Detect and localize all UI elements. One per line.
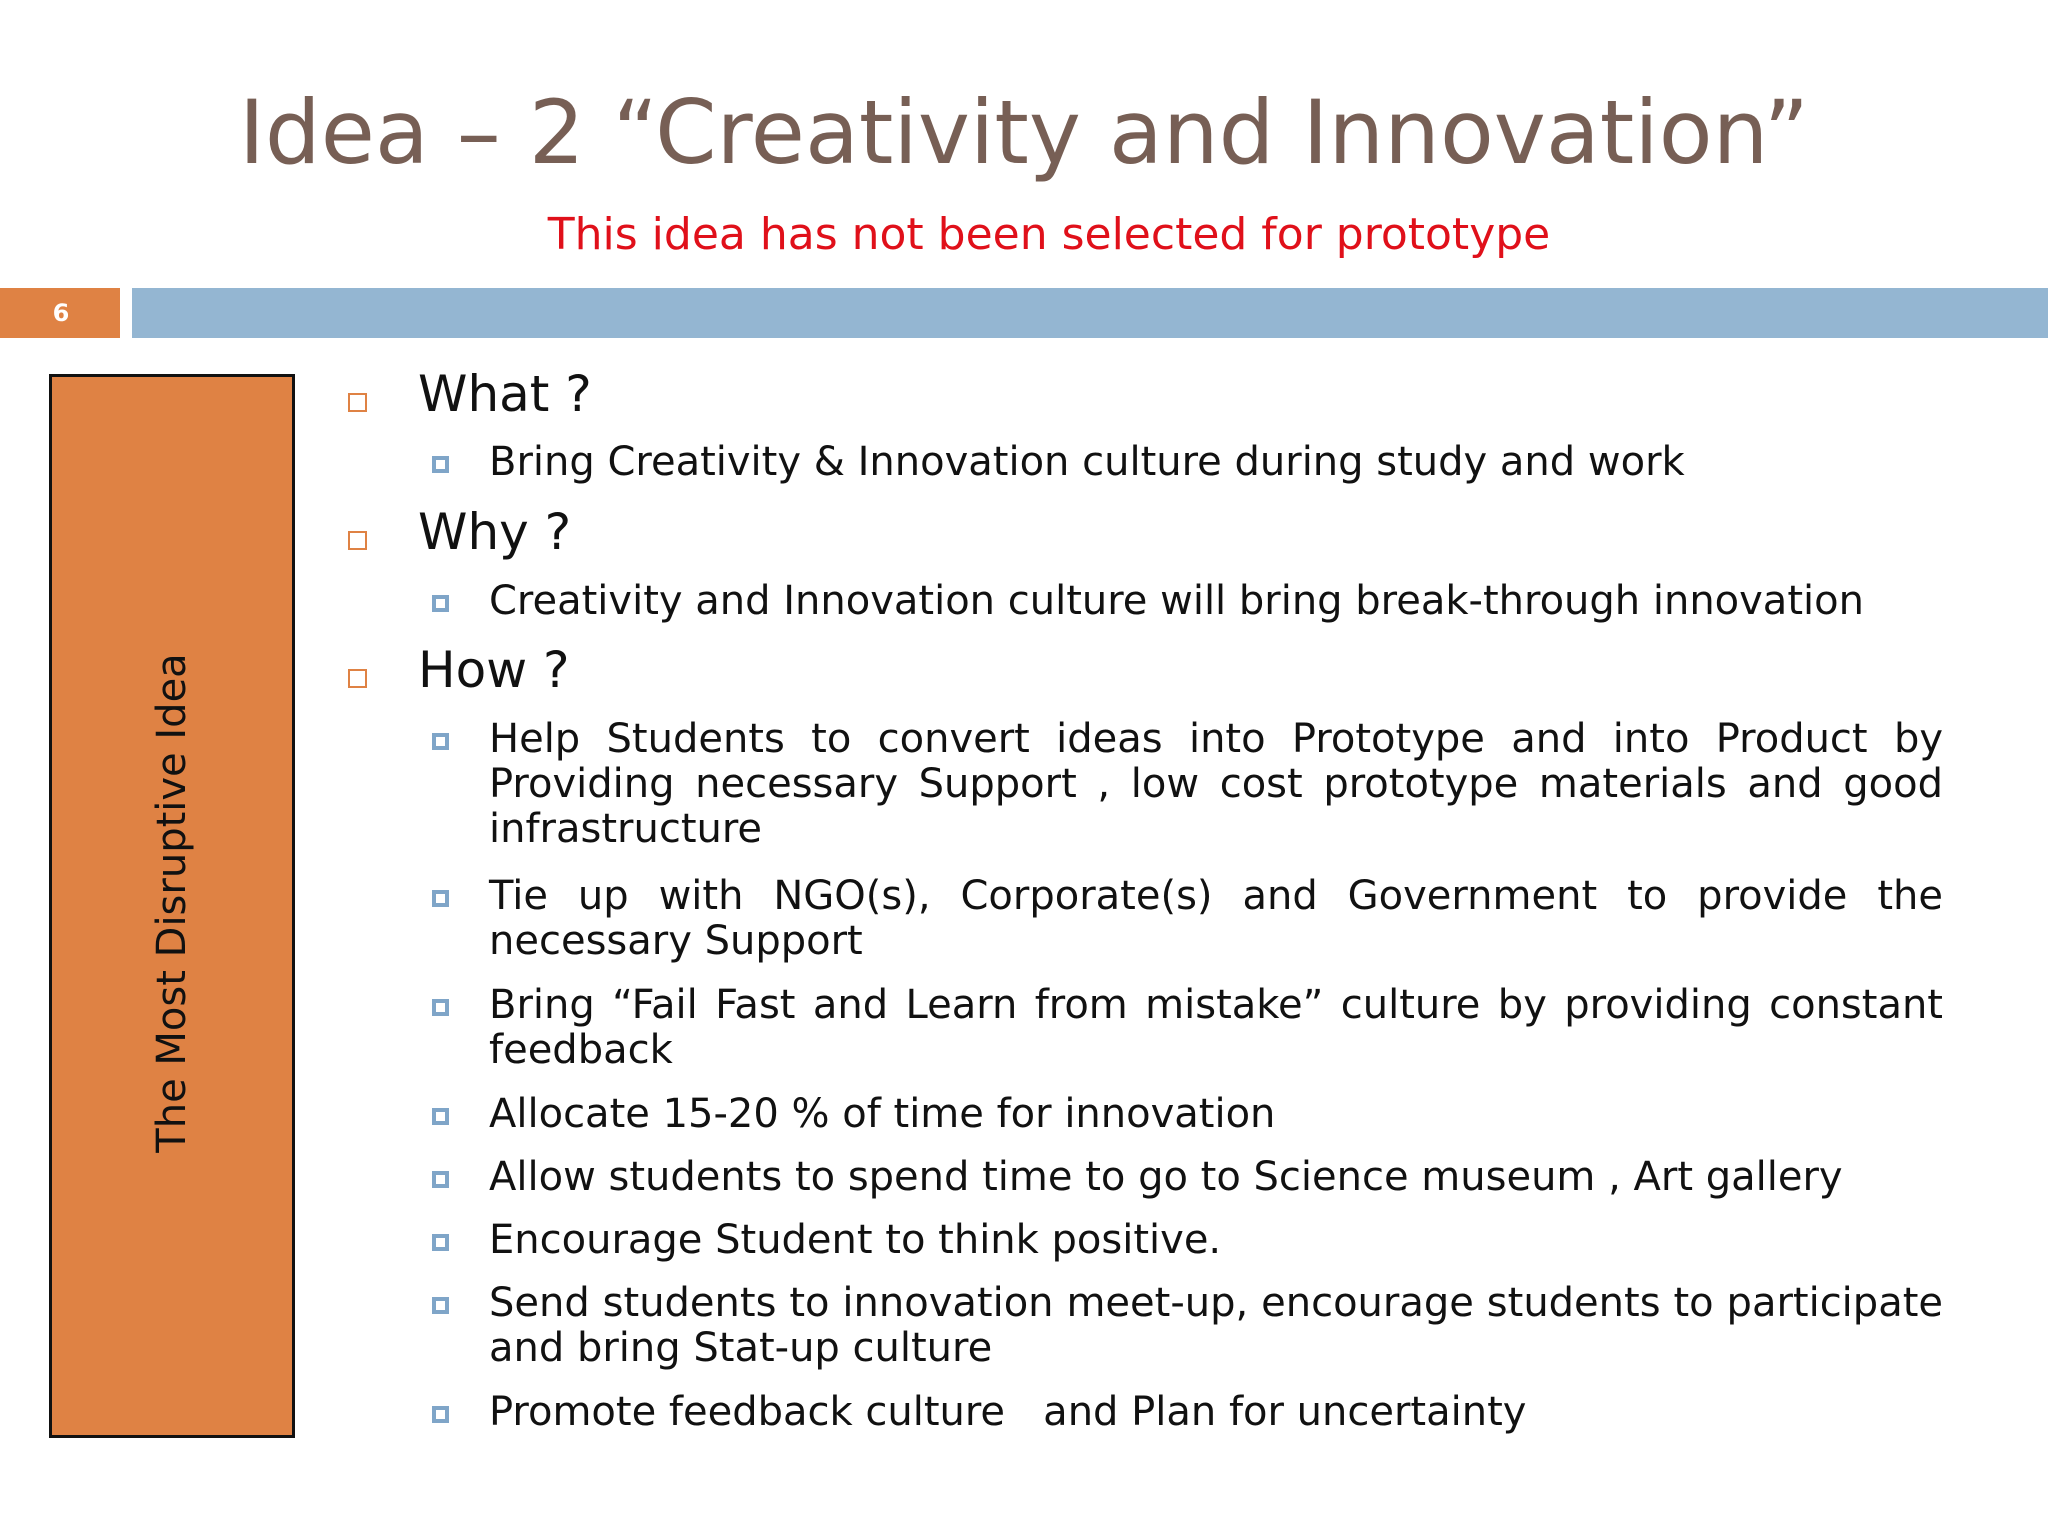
square-bullet-icon	[432, 1108, 449, 1125]
slide-number: 6	[52, 299, 70, 327]
how-item: Tie up with NGO(s), Corporate(s) and Government to provide the necessary Support	[489, 873, 1943, 964]
square-bullet-icon	[432, 733, 449, 750]
square-bullet-icon	[348, 669, 367, 688]
how-item: Allow students to spend time to go to Science museum , Art gallery	[489, 1154, 1843, 1200]
square-bullet-icon	[432, 595, 449, 612]
slide-subtitle: This idea has not been selected for prototype	[547, 209, 1551, 260]
heading-what: What ?	[418, 365, 592, 423]
square-bullet-icon	[432, 999, 449, 1016]
square-bullet-icon	[432, 1297, 449, 1314]
side-label-text: The Most Disruptive Idea	[149, 653, 195, 1153]
square-bullet-icon	[432, 1406, 449, 1423]
how-item: Allocate 15-20 % of time for innovation	[489, 1091, 1276, 1137]
how-item: Help Students to convert ideas into Prototype and into Product by Providing necessary Support , low cost prototype materials and good infrastructure	[489, 716, 1943, 852]
heading-how: How ?	[418, 641, 570, 699]
square-bullet-icon	[348, 393, 367, 412]
heading-why: Why ?	[418, 503, 572, 561]
slide-title: Idea – 2 “Creativity and Innovation”	[238, 81, 1810, 184]
how-item: Send students to innovation meet-up, encourage students to participate and bring Stat-up culture	[489, 1280, 1943, 1371]
why-item: Creativity and Innovation culture will bring break-through innovation	[489, 578, 1864, 624]
square-bullet-icon	[348, 531, 367, 550]
square-bullet-icon	[432, 890, 449, 907]
square-bullet-icon	[432, 1234, 449, 1251]
square-bullet-icon	[432, 1171, 449, 1188]
what-item: Bring Creativity & Innovation culture during study and work	[489, 439, 1685, 485]
how-item: Promote feedback culture and Plan for uncertainty	[489, 1389, 1527, 1435]
how-item: Encourage Student to think positive.	[489, 1217, 1222, 1263]
square-bullet-icon	[432, 456, 449, 473]
how-item: Bring “Fail Fast and Learn from mistake” culture by providing constant feedback	[489, 982, 1943, 1073]
